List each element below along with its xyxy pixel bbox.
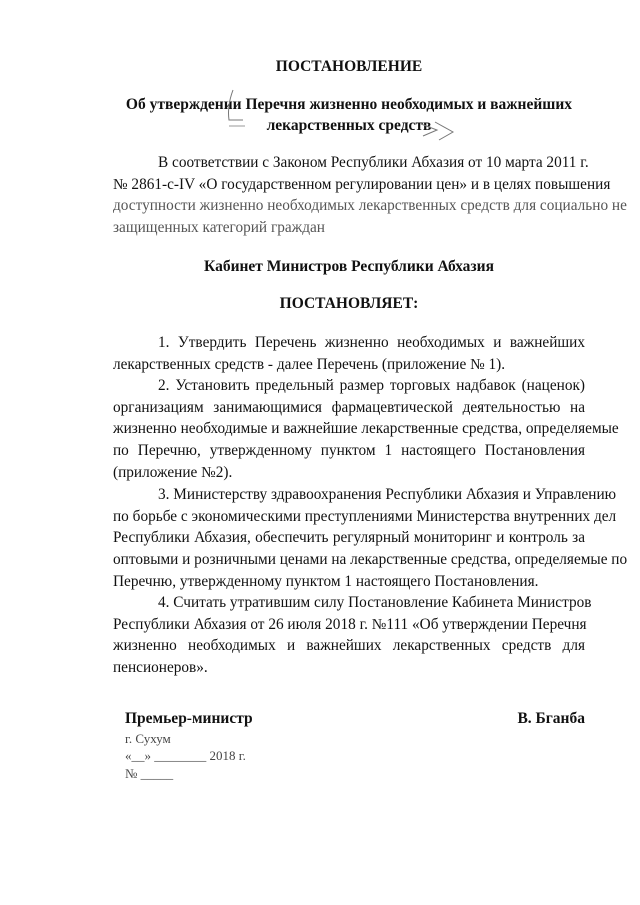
item-2 xyxy=(113,375,619,483)
item-line: 1. Утвердить Перечень жизненно необходимых и важнейших xyxy=(158,334,585,351)
subtitle-line-1: Об утверждении Перечня жизненно необходимых и важнейших xyxy=(125,96,573,113)
item-line: организациям занимающимися фармацевтической деятельностью на xyxy=(113,398,585,416)
item-line: 3. Министерству здравоохранения Республики Абхазия и Управлению xyxy=(158,486,617,503)
handwritten-marks xyxy=(223,86,463,146)
preamble-line: № 2861-с-IV «О государственном регулировании цен» и в целях повышения xyxy=(113,175,611,193)
signatory-name: В. Бганба xyxy=(517,710,585,727)
item-line: Республики Абхазия от 26 июля 2018 г. №111 «Об утверждении Перечня xyxy=(113,615,587,633)
authority: Кабинет Министров Республики Абхазия xyxy=(204,258,494,275)
item-line: жизненно необходимых и важнейших лекарственных средств для xyxy=(113,637,585,655)
item-line: жизненно необходимые и важнейшие лекарственные средства, определяемые xyxy=(113,420,619,438)
item-1 xyxy=(113,332,585,375)
item-line: (приложение №2). xyxy=(113,463,233,481)
item-line: Перечню, утвержденному пунктом 1 настоящего Постановления. xyxy=(113,572,539,590)
item-3 xyxy=(113,484,628,592)
preamble xyxy=(113,152,627,239)
item-line: 4. Считать утратившим силу Постановление Кабинета Министров xyxy=(158,594,592,611)
date-placeholder: «__» ________ 2018 г. xyxy=(125,748,246,763)
preamble-line: доступности жизненно необходимых лекарственных средств для социально не xyxy=(113,197,627,215)
signatory-position: Премьер-министр xyxy=(125,710,253,727)
document-title: ПОСТАНОВЛЕНИЕ xyxy=(275,58,423,75)
preamble-line: В соответствии с Законом Республики Абхазия от 10 марта 2011 г. xyxy=(158,154,589,171)
preamble-line: защищенных категорий граждан xyxy=(113,219,325,237)
number-placeholder: № _____ xyxy=(125,766,174,781)
subtitle-line-2: лекарственных средств xyxy=(266,117,432,134)
decree-heading: ПОСТАНОВЛЯЕТ: xyxy=(279,295,419,312)
item-4 xyxy=(113,592,592,679)
item-line: по борьбе с экономическими преступлениями Министерства внутренних дел xyxy=(113,507,617,525)
item-line: лекарственных средств - далее Перечень (приложение № 1). xyxy=(113,355,506,373)
item-line: оптовыми и розничными ценами на лекарственные средства, определяемые по xyxy=(113,551,628,569)
item-line: пенсионеров». xyxy=(113,659,208,677)
item-line: 2. Установить предельный размер торговых надбавок (наценок) xyxy=(158,377,585,394)
city: г. Сухум xyxy=(125,731,171,746)
item-line: Республики Абхазия, обеспечить регулярный мониторинг и контроль за xyxy=(113,529,585,547)
item-line: по Перечню, утвержденному пунктом 1 настоящего Постановления xyxy=(113,442,585,460)
